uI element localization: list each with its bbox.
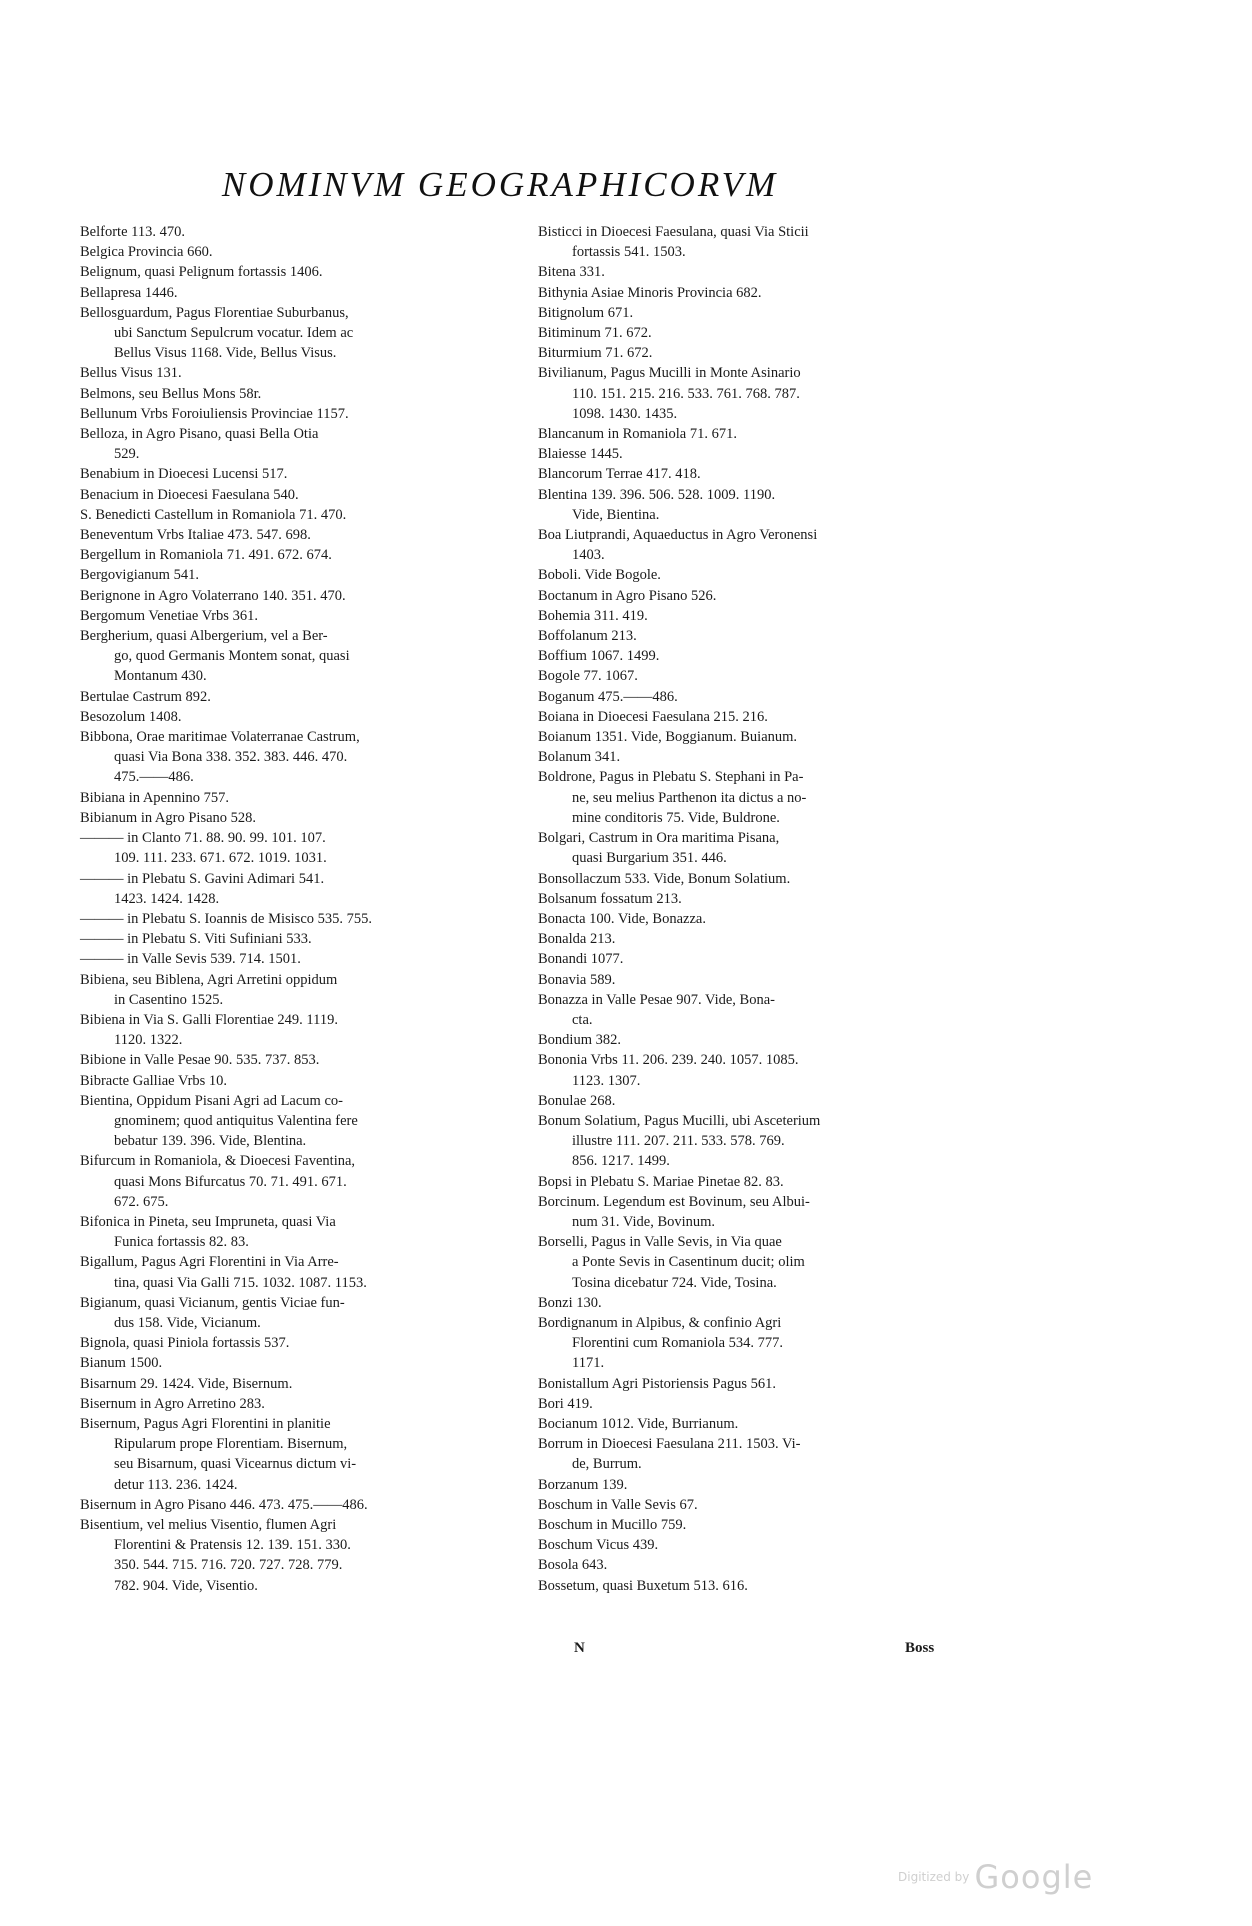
index-entry: [80, 242, 520, 262]
index-entry: [538, 1172, 968, 1192]
entry-line: Belloza, in Agro Pisano, quasi Bella Otia: [80, 426, 319, 443]
entry-continuation-line: mine conditoris 75. Vide, Buldrone.: [572, 809, 780, 826]
entry-line: Bisernum in Agro Arretino 283.: [80, 1395, 265, 1412]
index-entry: [538, 343, 968, 363]
entry-line: Bonavia 589.: [538, 971, 616, 988]
entry-line: Besozolum 1408.: [80, 708, 182, 725]
index-entry: [80, 869, 520, 909]
index-entry: [538, 606, 968, 626]
entry-continuation-line: quasi Via Bona 338. 352. 383. 446. 470.: [114, 749, 348, 766]
entry-line: Bientina, Oppidum Pisani Agri ad Lacum co-: [80, 1092, 343, 1109]
entry-continuation-line: 350. 544. 715. 716. 720. 727. 728. 779.: [114, 1557, 343, 1574]
entry-continuation-line: 1403.: [572, 547, 605, 564]
entry-line: Bopsi in Plebatu S. Mariae Pinetae 82. 83.: [538, 1173, 784, 1190]
index-entry: [80, 1515, 520, 1596]
entry-continuation-line: Florentini & Pratensis 12. 139. 151. 330.: [114, 1537, 351, 1554]
index-entry: [538, 626, 968, 646]
entry-continuation-line: dus 158. Vide, Vicianum.: [114, 1314, 261, 1331]
index-entry: [80, 1333, 520, 1353]
entry-line: Boschum Vicus 439.: [538, 1537, 659, 1554]
entry-line: Bigianum, quasi Vicianum, gentis Viciae fun-: [80, 1294, 345, 1311]
index-entry: [80, 1414, 520, 1495]
entry-line: Bitignolum 671.: [538, 304, 634, 321]
index-entry: [538, 646, 968, 666]
entry-continuation-line: Florentini cum Romaniola 534. 777.: [572, 1335, 784, 1352]
index-entry: [80, 1151, 520, 1212]
entry-line: Bitiminum 71. 672.: [538, 325, 652, 342]
entry-line: S. Benedicti Castellum in Romaniola 71. 470.: [80, 506, 347, 523]
index-entry: [80, 626, 520, 687]
entry-line: Bonzi 130.: [538, 1294, 602, 1311]
entry-line: Bianum 1500.: [80, 1355, 163, 1372]
entry-continuation-line: 529.: [114, 446, 140, 463]
entry-continuation-line: tina, quasi Via Galli 715. 1032. 1087. 1153.: [114, 1274, 367, 1291]
entry-line: Bergomum Venetiae Vrbs 361.: [80, 607, 258, 624]
index-entry: [80, 586, 520, 606]
entry-line: Bivilianum, Pagus Mucilli in Monte Asinario: [538, 365, 801, 382]
entry-line: Borselli, Pagus in Valle Sevis, in Via quae: [538, 1234, 782, 1251]
entry-continuation-line: seu Bisarnum, quasi Vicearnus dictum vi-: [114, 1456, 357, 1473]
entry-continuation-line: 475.——486.: [114, 769, 194, 786]
index-entry: [80, 1394, 520, 1414]
entry-line: Bononia Vrbs 11. 206. 239. 240. 1057. 1085.: [538, 1052, 799, 1069]
entry-line: Bisernum in Agro Pisano 446. 473. 475.——486.: [80, 1496, 368, 1513]
entry-line: Bisentium, vel melius Visentio, flumen Agri: [80, 1517, 337, 1533]
index-entry: [538, 1434, 968, 1474]
entry-line: Bolanum 341.: [538, 749, 621, 766]
index-entry: [80, 525, 520, 545]
index-entry: [538, 707, 968, 727]
index-entry: [538, 303, 968, 323]
index-entry: [80, 687, 520, 707]
entry-line: Boiana in Dioecesi Faesulana 215. 216.: [538, 708, 768, 725]
index-entry: [538, 222, 968, 262]
entry-line: Bibianum in Agro Pisano 528.: [80, 809, 257, 826]
index-entry: [538, 525, 968, 565]
index-entry: [80, 707, 520, 727]
index-entry: [80, 1495, 520, 1515]
index-entry: [538, 889, 968, 909]
entry-line: Belforte 113. 470.: [80, 224, 185, 240]
entry-line: Bibbona, Orae maritimae Volaterranae Castrum,: [80, 729, 360, 746]
index-entry: [80, 565, 520, 585]
entry-line: Bonacta 100. Vide, Bonazza.: [538, 910, 706, 927]
index-entry: [80, 788, 520, 808]
index-entry: [538, 1495, 968, 1515]
entry-line: Blancorum Terrae 417. 418.: [538, 466, 701, 483]
entry-line: Bifonica in Pineta, seu Impruneta, quasi Via: [80, 1213, 336, 1230]
entry-line: Bisarnum 29. 1424. Vide, Bisernum.: [80, 1375, 293, 1392]
catchword: Boss: [905, 1640, 935, 1656]
index-entry: [538, 747, 968, 767]
entry-line: Borrum in Dioecesi Faesulana 211. 1503. Vi-: [538, 1436, 801, 1453]
entry-line: Belgica Provincia 660.: [80, 244, 213, 261]
entry-line: Bifurcum in Romaniola, & Dioecesi Faventina,: [80, 1153, 356, 1170]
index-entry: [80, 505, 520, 525]
entry-continuation-line: num 31. Vide, Bovinum.: [572, 1213, 716, 1230]
index-entry: [80, 222, 520, 242]
entry-line: Bigallum, Pagus Agri Florentini in Via Arre-: [80, 1254, 339, 1271]
index-entry: [80, 929, 520, 949]
index-entry: [80, 808, 520, 828]
index-entry: [80, 1091, 520, 1152]
entry-line: Bibiana in Apennino 757.: [80, 789, 230, 806]
index-entry: [80, 1252, 520, 1292]
entry-continuation-line: detur 113. 236. 1424.: [114, 1476, 238, 1493]
index-entry: [80, 303, 520, 364]
entry-line: ——— in Plebatu S. Viti Sufiniani 533.: [80, 931, 312, 948]
entry-line: Bignola, quasi Piniola fortassis 537.: [80, 1335, 290, 1352]
index-entry: [538, 1475, 968, 1495]
index-entry: [538, 949, 968, 969]
entry-continuation-line: cta.: [572, 1011, 593, 1028]
entry-line: Bisernum, Pagus Agri Florentini in planitie: [80, 1415, 331, 1432]
entry-line: Benacium in Dioecesi Faesulana 540.: [80, 486, 299, 503]
entry-continuation-line: quasi Mons Bifurcatus 70. 71. 491. 671.: [114, 1173, 347, 1190]
index-entry: [538, 283, 968, 303]
entry-line: Boschum in Mucillo 759.: [538, 1517, 687, 1533]
entry-continuation-line: Ripularum prope Florentiam. Bisernum,: [114, 1436, 348, 1453]
entry-continuation-line: 782. 904. Vide, Visentio.: [114, 1577, 258, 1594]
entry-continuation-line: Bellus Visus 1168. Vide, Bellus Visus.: [114, 345, 337, 362]
index-entry: [538, 1576, 968, 1596]
entry-line: Belignum, quasi Pelignum fortassis 1406.: [80, 264, 323, 281]
index-entry: [538, 1111, 968, 1172]
index-entry: [538, 464, 968, 484]
index-entry: [538, 1091, 968, 1111]
entry-line: Borzanum 139.: [538, 1476, 628, 1493]
entry-line: Bori 419.: [538, 1395, 593, 1412]
index-entry: [538, 262, 968, 282]
index-entry: [80, 1353, 520, 1373]
index-entry: [80, 404, 520, 424]
index-entry: [538, 1414, 968, 1434]
index-entry: [538, 1515, 968, 1535]
entry-continuation-line: 1123. 1307.: [572, 1072, 641, 1089]
entry-continuation-line: Funica fortassis 82. 83.: [114, 1234, 249, 1251]
index-entry: [538, 666, 968, 686]
index-entry: [538, 1232, 968, 1293]
entry-line: ——— in Clanto 71. 88. 90. 99. 101. 107.: [80, 830, 326, 847]
entry-line: Boboli. Vide Bogole.: [538, 567, 661, 584]
index-entry: [80, 1010, 520, 1050]
index-entry: [538, 1050, 968, 1090]
entry-line: Beneventum Vrbs Italiae 473. 547. 698.: [80, 527, 311, 544]
entry-line: Bonalda 213.: [538, 931, 616, 948]
index-entry: [80, 970, 520, 1010]
entry-line: Bergovigianum 541.: [80, 567, 199, 584]
index-entry: [80, 909, 520, 929]
entry-continuation-line: go, quod Germanis Montem sonat, quasi: [114, 648, 350, 665]
entry-line: Bonulae 268.: [538, 1092, 616, 1109]
index-entry: [80, 1374, 520, 1394]
entry-line: Boffolanum 213.: [538, 628, 637, 645]
entry-line: Bellapresa 1446.: [80, 284, 178, 301]
entry-line: Boschum in Valle Sevis 67.: [538, 1496, 698, 1513]
entry-line: Bellus Visus 131.: [80, 365, 182, 382]
entry-continuation-line: ubi Sanctum Sepulcrum vocatur. Idem ac: [114, 325, 354, 342]
index-entry: [538, 1313, 968, 1374]
entry-line: Bonsollaczum 533. Vide, Bonum Solatium.: [538, 870, 791, 887]
entry-line: Boianum 1351. Vide, Boggianum. Buianum.: [538, 729, 798, 746]
entry-continuation-line: 110. 151. 215. 216. 533. 761. 768. 787.: [572, 385, 800, 402]
index-entry: [80, 1293, 520, 1333]
entry-continuation-line: 1423. 1424. 1428.: [114, 890, 220, 907]
entry-continuation-line: in Casentino 1525.: [114, 991, 224, 1008]
entry-continuation-line: bebatur 139. 396. Vide, Blentina.: [114, 1133, 307, 1150]
index-entry: [538, 727, 968, 747]
index-entry: [538, 929, 968, 949]
index-entry: [80, 363, 520, 383]
entry-continuation-line: 1098. 1430. 1435.: [572, 405, 678, 422]
entry-line: Bergherium, quasi Albergerium, vel a Ber-: [80, 628, 328, 645]
index-entry: [538, 1374, 968, 1394]
index-entry: [538, 687, 968, 707]
entry-line: Berignone in Agro Volaterrano 140. 351. 470.: [80, 587, 346, 604]
index-entry: [80, 485, 520, 505]
entry-line: Bossetum, quasi Buxetum 513. 616.: [538, 1577, 748, 1594]
entry-line: Boffium 1067. 1499.: [538, 648, 660, 665]
watermark-brand: Google: [974, 1858, 1094, 1896]
entry-line: Bordignanum in Alpibus, & confinio Agri: [538, 1314, 782, 1331]
entry-line: ——— in Valle Sevis 539. 714. 1501.: [80, 951, 301, 968]
index-entry: [538, 444, 968, 464]
entry-line: Boldrone, Pagus in Plebatu S. Stephani in Pa-: [538, 769, 804, 786]
entry-line: Bondium 382.: [538, 1032, 621, 1049]
entry-continuation-line: 672. 675.: [114, 1193, 169, 1210]
entry-line: Bonistallum Agri Pistoriensis Pagus 561.: [538, 1375, 777, 1392]
index-entry: [80, 949, 520, 969]
entry-continuation-line: 109. 111. 233. 671. 672. 1019. 1031.: [114, 850, 327, 867]
entry-line: Bogole 77. 1067.: [538, 668, 638, 685]
entry-line: Bocianum 1012. Vide, Burrianum.: [538, 1415, 739, 1432]
entry-line: Bibione in Valle Pesae 90. 535. 737. 853.: [80, 1052, 320, 1069]
index-entry: [80, 283, 520, 303]
index-entry: [80, 262, 520, 282]
index-entry: [538, 869, 968, 889]
entry-line: Bertulae Castrum 892.: [80, 688, 211, 705]
entry-line: ——— in Plebatu S. Gavini Adimari 541.: [80, 870, 325, 887]
index-entry: [538, 990, 968, 1030]
entry-line: Bisticci in Dioecesi Faesulana, quasi Via Sticii: [538, 224, 809, 240]
watermark-prefix: Digitized by: [898, 1870, 970, 1884]
entry-line: Bellunum Vrbs Foroiuliensis Provinciae 1157.: [80, 405, 349, 422]
page-title: NOMINVM GEOGRAPHICORVM: [221, 165, 779, 204]
index-entry: [538, 1535, 968, 1555]
index-entry: [538, 1030, 968, 1050]
entry-line: Bolgari, Castrum in Ora maritima Pisana,: [538, 830, 780, 847]
index-entry: [80, 464, 520, 484]
index-entry: [80, 727, 520, 788]
entry-continuation-line: gnominem; quod antiquitus Valentina fere: [114, 1112, 358, 1129]
index-entry: [80, 1212, 520, 1252]
index-entry: [538, 828, 968, 868]
entry-line: Boctanum in Agro Pisano 526.: [538, 587, 717, 604]
index-entry: [538, 767, 968, 828]
index-entry: [538, 424, 968, 444]
entry-continuation-line: Vide, Bientina.: [572, 506, 660, 523]
entry-line: Biturmium 71. 672.: [538, 345, 653, 362]
entry-line: Bonazza in Valle Pesae 907. Vide, Bona-: [538, 991, 775, 1008]
index-column-right: [538, 222, 968, 1596]
entry-continuation-line: fortassis 541. 1503.: [572, 244, 686, 261]
entry-continuation-line: 1171.: [572, 1355, 605, 1372]
index-entry: [538, 1192, 968, 1232]
index-entry: [538, 363, 968, 424]
index-entry: [538, 485, 968, 525]
entry-line: Bohemia 311. 419.: [538, 607, 648, 624]
index-entry: [538, 970, 968, 990]
index-entry: [80, 606, 520, 626]
entry-line: Boa Liutprandi, Aquaeductus in Agro Veronensi: [538, 527, 818, 544]
entry-line: Bolsanum fossatum 213.: [538, 890, 682, 907]
entry-line: Boganum 475.——486.: [538, 688, 678, 705]
digitization-watermark: [898, 1858, 1093, 1896]
entry-line: Bibracte Galliae Vrbs 10.: [80, 1072, 228, 1089]
entry-line: Bibiena in Via S. Galli Florentiae 249. 1119.: [80, 1011, 338, 1028]
index-column-left: [80, 222, 520, 1596]
index-entry: [538, 1555, 968, 1575]
entry-line: Bitena 331.: [538, 264, 605, 281]
entry-continuation-line: quasi Burgarium 351. 446.: [572, 850, 727, 867]
entry-line: Bonandi 1077.: [538, 951, 624, 968]
entry-line: Bibiena, seu Biblena, Agri Arretini oppidum: [80, 971, 338, 988]
entry-continuation-line: 856. 1217. 1499.: [572, 1153, 670, 1170]
index-entry: [80, 545, 520, 565]
entry-line: Bonum Solatium, Pagus Mucilli, ubi Asceterium: [538, 1112, 821, 1129]
entry-line: Benabium in Dioecesi Lucensi 517.: [80, 466, 288, 483]
entry-line: Belmons, seu Bellus Mons 58r.: [80, 385, 262, 402]
signature-mark: N: [574, 1640, 585, 1656]
entry-line: Bithynia Asiae Minoris Provincia 682.: [538, 284, 762, 301]
index-entry: [538, 1394, 968, 1414]
entry-line: Blancanum in Romaniola 71. 671.: [538, 426, 737, 443]
entry-line: ——— in Plebatu S. Ioannis de Misisco 535. 755.: [80, 910, 373, 927]
entry-continuation-line: de, Burrum.: [572, 1456, 642, 1473]
entry-line: Borcinum. Legendum est Bovinum, seu Albui-: [538, 1193, 810, 1210]
index-entry: [538, 586, 968, 606]
entry-line: Bosola 643.: [538, 1557, 608, 1574]
index-entry: [80, 384, 520, 404]
index-entry: [80, 1071, 520, 1091]
entry-continuation-line: 1120. 1322.: [114, 1032, 183, 1049]
index-entry: [538, 909, 968, 929]
entry-continuation-line: Montanum 430.: [114, 668, 207, 685]
entry-continuation-line: ne, seu melius Parthenon ita dictus a no-: [572, 789, 807, 806]
entry-line: Blentina 139. 396. 506. 528. 1009. 1190.: [538, 486, 776, 503]
entry-line: Bellosguardum, Pagus Florentiae Suburbanus,: [80, 304, 349, 321]
index-entry: [538, 323, 968, 343]
index-entry: [538, 565, 968, 585]
entry-continuation-line: Tosina dicebatur 724. Vide, Tosina.: [572, 1274, 777, 1291]
entry-line: Blaiesse 1445.: [538, 446, 623, 463]
entry-continuation-line: illustre 111. 207. 211. 533. 578. 769.: [572, 1133, 785, 1150]
entry-line: Bergellum in Romaniola 71. 491. 672. 674.: [80, 547, 332, 564]
index-entry: [538, 1293, 968, 1313]
index-entry: [80, 424, 520, 464]
index-entry: [80, 1050, 520, 1070]
index-entry: [80, 828, 520, 868]
entry-continuation-line: a Ponte Sevis in Casentinum ducit; olim: [572, 1254, 805, 1271]
